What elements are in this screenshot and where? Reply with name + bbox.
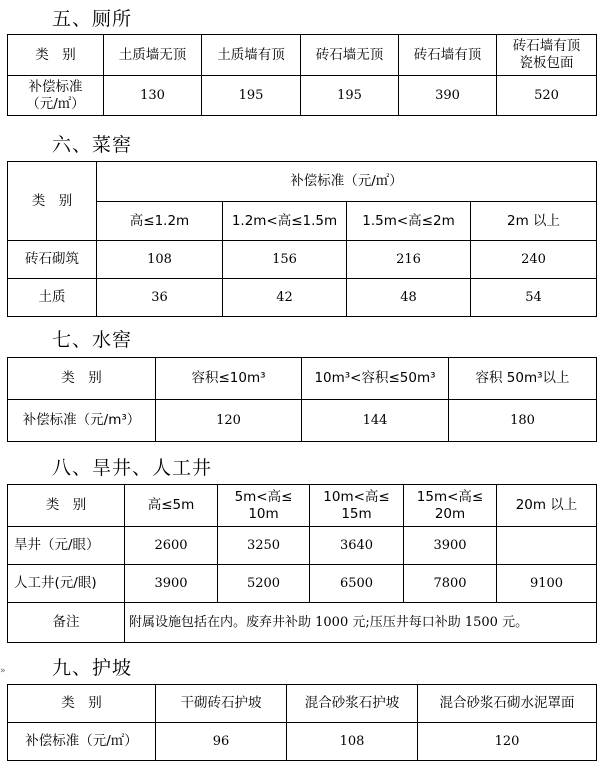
value-cell: 520 — [497, 76, 597, 116]
header-cell: 类 别 — [8, 685, 156, 723]
header-cell: 类 别 — [8, 358, 156, 400]
value-cell: 240 — [471, 241, 597, 279]
value-cell: 36 — [97, 279, 223, 317]
value-cell: 2600 — [125, 527, 218, 565]
section-6-title: 六、菜窖 — [52, 134, 133, 156]
type-label: 类 别 — [8, 162, 97, 241]
sub-header-cell: 2m 以上 — [471, 202, 597, 241]
value-cell: 195 — [202, 76, 301, 116]
value-cell: 3640 — [310, 527, 404, 565]
section-9-title: 九、护坡 — [52, 657, 133, 679]
header-cell: 高≤5m — [125, 485, 218, 527]
slope-protection-table — [7, 684, 597, 761]
row-label: 土质 — [8, 279, 97, 317]
row-label: 旱井（元/眼） — [8, 527, 125, 565]
water-cellar-table — [7, 357, 597, 442]
row-label: 补偿标准 （元/㎡） — [8, 76, 104, 116]
value-cell: 195 — [301, 76, 399, 116]
value-cell: 48 — [347, 279, 471, 317]
row-label: 人工井(元/眼) — [8, 565, 125, 603]
cellar-table — [7, 161, 597, 317]
group-header: 补偿标准（元/㎡） — [97, 162, 597, 202]
value-cell: 144 — [302, 400, 449, 442]
row-label: 补偿标准（元/㎡） — [8, 723, 156, 761]
row-label: 砖石砌筑 — [8, 241, 97, 279]
sub-header-cell: 1.5m<高≤2m — [347, 202, 471, 241]
page-marker: » — [0, 666, 6, 676]
header-cell: 混合砂浆石砌水泥罩面 — [418, 685, 597, 723]
note-text: 附属设施包括在内。废弃井补助 1000 元;压压井每口补助 1500 元。 — [125, 603, 597, 643]
value-cell: 6500 — [310, 565, 404, 603]
value-cell: 216 — [347, 241, 471, 279]
toilet-table — [7, 34, 597, 116]
value-cell: 390 — [399, 76, 497, 116]
section-8-title: 八、旱井、人工井 — [52, 457, 213, 479]
header-cell: 砖石墙有顶 — [399, 35, 497, 76]
well-table — [7, 484, 597, 643]
header-cell: 砖石墙有顶 瓷板包面 — [497, 35, 597, 76]
header-cell: 10m<高≤ 15m — [310, 485, 404, 527]
sub-header-cell: 1.2m<高≤1.5m — [223, 202, 347, 241]
header-cell: 10m³<容积≤50m³ — [302, 358, 449, 400]
value-cell: 42 — [223, 279, 347, 317]
value-cell: 180 — [449, 400, 597, 442]
header-cell: 容积≤10m³ — [156, 358, 302, 400]
value-cell: 108 — [97, 241, 223, 279]
header-cell: 干砌砖石护坡 — [156, 685, 287, 723]
header-cell: 类 别 — [8, 485, 125, 527]
value-cell: 9100 — [497, 565, 597, 603]
value-cell: 5200 — [218, 565, 310, 603]
header-cell: 5m<高≤ 10m — [218, 485, 310, 527]
value-cell: 3250 — [218, 527, 310, 565]
value-cell: 130 — [104, 76, 202, 116]
value-cell: 54 — [471, 279, 597, 317]
header-cell: 容积 50m³以上 — [449, 358, 597, 400]
section-7-title: 七、水窖 — [52, 329, 133, 351]
value-cell — [497, 527, 597, 565]
note-label: 备注 — [8, 603, 125, 643]
sub-header-cell: 高≤1.2m — [97, 202, 223, 241]
header-cell: 15m<高≤ 20m — [404, 485, 497, 527]
value-cell: 156 — [223, 241, 347, 279]
header-cell: 混合砂浆石护坡 — [287, 685, 418, 723]
header-cell: 类 别 — [8, 35, 104, 76]
value-cell: 120 — [418, 723, 597, 761]
row-label: 补偿标准（元/m³） — [8, 400, 156, 442]
value-cell: 3900 — [125, 565, 218, 603]
section-5-title: 五、厕所 — [52, 8, 133, 30]
value-cell: 3900 — [404, 527, 497, 565]
header-cell: 20m 以上 — [497, 485, 597, 527]
value-cell: 120 — [156, 400, 302, 442]
header-cell: 土质墙有顶 — [202, 35, 301, 76]
header-cell: 土质墙无顶 — [104, 35, 202, 76]
value-cell: 96 — [156, 723, 287, 761]
value-cell: 7800 — [404, 565, 497, 603]
value-cell: 108 — [287, 723, 418, 761]
header-cell: 砖石墙无顶 — [301, 35, 399, 76]
